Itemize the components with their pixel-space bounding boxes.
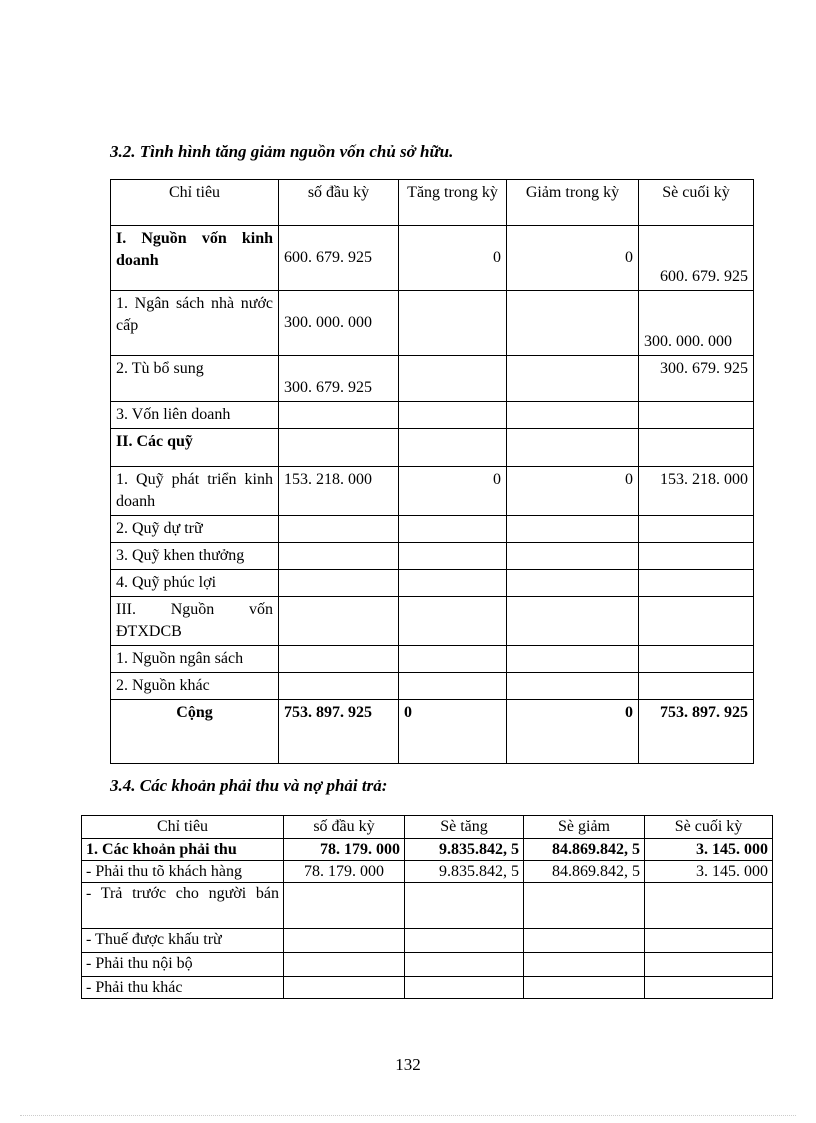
cell: 3. 145. 000 <box>645 839 773 861</box>
cell <box>639 402 754 429</box>
cell <box>279 516 399 543</box>
row-label: Cộng <box>111 700 279 764</box>
cell <box>645 953 773 977</box>
header-cell: Chỉ tiêu <box>82 816 284 839</box>
table-row <box>111 429 754 467</box>
cell <box>507 597 639 646</box>
table-row <box>111 597 754 646</box>
cell <box>405 929 524 953</box>
table-row <box>82 839 773 861</box>
cell: 600. 679. 925 <box>279 226 399 291</box>
cell: 84.869.842, 5 <box>524 861 645 883</box>
table-row <box>82 977 773 999</box>
table-row <box>82 861 773 883</box>
cell <box>639 597 754 646</box>
cell <box>399 516 507 543</box>
table-row <box>111 516 754 543</box>
cell <box>507 356 639 402</box>
row-label: 1. Quỹ phát triển kinh doanh <box>111 467 279 516</box>
cell: 300. 679. 925 <box>639 356 754 402</box>
cell <box>284 883 405 929</box>
cell: 153. 218. 000 <box>639 467 754 516</box>
row-label: III. Nguồn vốn ĐTXDCB <box>111 597 279 646</box>
cell <box>399 570 507 597</box>
cell <box>405 953 524 977</box>
cell <box>639 429 754 467</box>
table-row <box>82 929 773 953</box>
row-label: II. Các quỹ <box>111 429 279 467</box>
cell <box>639 673 754 700</box>
row-label: 2. Quỹ dự trữ <box>111 516 279 543</box>
cell <box>279 429 399 467</box>
header-cell: Sè cuối kỳ <box>639 180 754 226</box>
table-row <box>111 402 754 429</box>
table-row <box>111 226 754 291</box>
section-heading-equity: 3.2. Tình hình tăng giảm nguồn vốn chủ sở hữu. <box>110 142 454 161</box>
table-row <box>82 953 773 977</box>
row-label: 1. Nguồn ngân sách <box>111 646 279 673</box>
cell: 300. 000. 000 <box>279 291 399 356</box>
table-row <box>111 291 754 356</box>
cell: 600. 679. 925 <box>639 226 754 291</box>
table-header-row <box>111 180 754 226</box>
cell <box>399 646 507 673</box>
cell <box>279 570 399 597</box>
table-row <box>111 356 754 402</box>
cell: 153. 218. 000 <box>279 467 399 516</box>
cell: 753. 897. 925 <box>279 700 399 764</box>
cell: 3. 145. 000 <box>645 861 773 883</box>
page-bottom-divider <box>20 1115 796 1116</box>
table-row <box>111 673 754 700</box>
table-total-row <box>111 700 754 764</box>
cell <box>405 977 524 999</box>
table-row <box>82 883 773 929</box>
cell <box>279 402 399 429</box>
cell <box>645 977 773 999</box>
cell: 9.835.842, 5 <box>405 839 524 861</box>
cell <box>279 543 399 570</box>
cell <box>284 953 405 977</box>
cell <box>645 929 773 953</box>
header-cell: Sè giảm <box>524 816 645 839</box>
table-row <box>111 467 754 516</box>
header-cell: Giảm trong kỳ <box>507 180 639 226</box>
row-label: 3. Quỹ khen thưởng <box>111 543 279 570</box>
cell <box>279 673 399 700</box>
cell <box>639 543 754 570</box>
cell <box>524 953 645 977</box>
cell: 300. 000. 000 <box>639 291 754 356</box>
cell <box>279 646 399 673</box>
cell <box>507 402 639 429</box>
row-label: 4. Quỹ phúc lợi <box>111 570 279 597</box>
row-label: 1. Ngân sách nhà nước cấp <box>111 291 279 356</box>
cell <box>399 402 507 429</box>
cell: 0 <box>399 700 507 764</box>
table-row <box>111 570 754 597</box>
cell: 9.835.842, 5 <box>405 861 524 883</box>
row-label: - Trả trước cho người bán <box>82 883 284 929</box>
page-number: 132 <box>395 1055 421 1074</box>
row-label: 3. Vốn liên doanh <box>111 402 279 429</box>
cell <box>507 646 639 673</box>
cell <box>639 516 754 543</box>
receivables-table <box>81 815 773 999</box>
row-label: I. Nguồn vốn kinh doanh <box>111 226 279 291</box>
header-cell: Sè cuối kỳ <box>645 816 773 839</box>
cell <box>524 977 645 999</box>
cell: 0 <box>507 226 639 291</box>
row-label: 1. Các khoản phải thu <box>82 839 284 861</box>
cell <box>279 597 399 646</box>
cell <box>399 356 507 402</box>
cell <box>405 883 524 929</box>
row-label: 2. Tù bổ sung <box>111 356 279 402</box>
header-cell: Chỉ tiêu <box>111 180 279 226</box>
cell: 0 <box>399 467 507 516</box>
row-label: 2. Nguồn khác <box>111 673 279 700</box>
cell <box>399 291 507 356</box>
cell <box>399 429 507 467</box>
cell: 0 <box>507 700 639 764</box>
cell <box>645 883 773 929</box>
cell <box>399 597 507 646</box>
cell: 0 <box>507 467 639 516</box>
cell: 78. 179. 000 <box>284 861 405 883</box>
cell: 300. 679. 925 <box>279 356 399 402</box>
table-row <box>111 543 754 570</box>
row-label: - Thuế được khấu trừ <box>82 929 284 953</box>
cell <box>639 646 754 673</box>
cell <box>507 673 639 700</box>
cell <box>507 291 639 356</box>
cell: 78. 179. 000 <box>284 839 405 861</box>
equity-table <box>110 179 754 764</box>
header-cell: Sè tăng <box>405 816 524 839</box>
section-heading-receivables: 3.4. Các khoản phải thu và nợ phải trả: <box>110 776 388 795</box>
cell: 0 <box>399 226 507 291</box>
row-label: - Phải thu khác <box>82 977 284 999</box>
row-label: - Phải thu tõ khách hàng <box>82 861 284 883</box>
cell <box>399 673 507 700</box>
table-row <box>111 646 754 673</box>
header-cell: số đầu kỳ <box>279 180 399 226</box>
cell <box>507 516 639 543</box>
cell <box>639 570 754 597</box>
header-cell: số đầu kỳ <box>284 816 405 839</box>
cell <box>524 929 645 953</box>
cell <box>284 929 405 953</box>
cell: 753. 897. 925 <box>639 700 754 764</box>
row-label: - Phải thu nội bộ <box>82 953 284 977</box>
cell <box>524 883 645 929</box>
cell <box>507 570 639 597</box>
cell <box>399 543 507 570</box>
cell <box>284 977 405 999</box>
header-cell: Tăng trong kỳ <box>399 180 507 226</box>
cell <box>507 543 639 570</box>
cell: 84.869.842, 5 <box>524 839 645 861</box>
cell <box>507 429 639 467</box>
table-header-row <box>82 816 773 839</box>
